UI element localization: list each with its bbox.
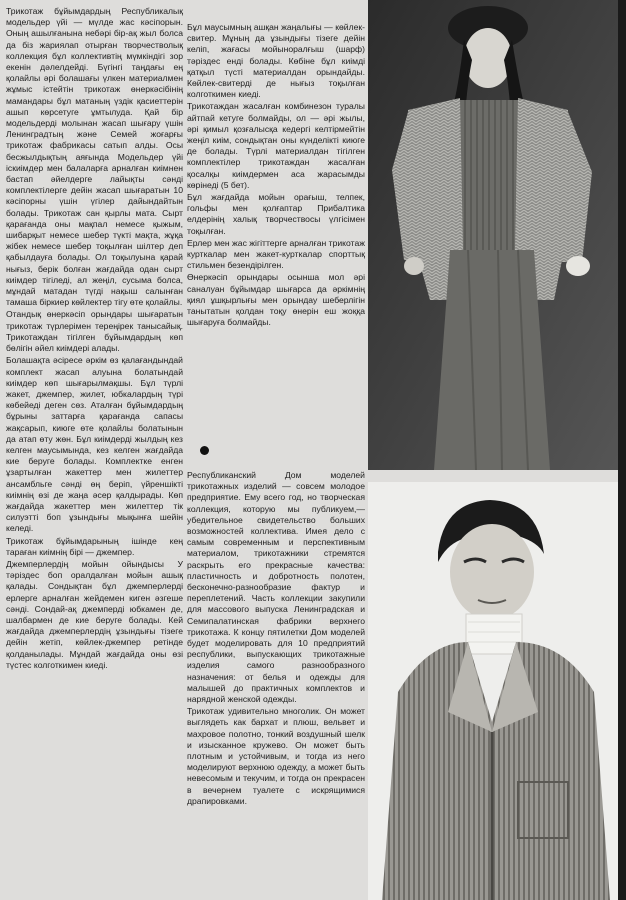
- page-edge-shadow: [618, 0, 626, 900]
- man-photo-illustration: [368, 482, 626, 900]
- paragraph: Трикотаждан жасалған комбинезон туралы айтпай кетуге болмайды, ол — әрі жылы, әрі қимыл қозғалысқа кедергі келтірмейтін жеңіл киім, сондықтан оны күнделікті киюге де болады. Түрлі материалдан тігілген комплектілер трикотаждан жасалған қосалқы киімдермен аса жарасымды көрінеді (5 бет).: [187, 101, 365, 190]
- photo-woman-knit-cardigan: [368, 0, 626, 470]
- photo-man-knit-jacket: [368, 482, 626, 900]
- paragraph: Бұл жағдайда мойын орағыш, телпек, гольфы мен қолғаптар Прибалтика елдерінің халық творчествосы үлгісімен тоқылған.: [187, 192, 365, 236]
- paragraph: Отандық өнеркәсіп орындары шығаратын трикотаж түрлерімен тереңірек танысайық. Трикотаждан тігілген бұйымдардың көп бөлігін әйел киімдері алады.: [6, 309, 183, 354]
- paragraph: Өнеркәсіп орындары осынша мол әрі саналуан бұйымдар шығарса да әркімнің қиял ұшқырлығы мен орындау шеберлігін танытатын қолдан тоқу өнерін еш жоққа шығаруға болмайды.: [187, 272, 365, 328]
- paragraph: Трикотаж бұйымдарының ішінде кең тараған киімнің бірі — джемпер.: [6, 535, 183, 557]
- paragraph: Бұл маусымның ашқан жаңалығы — көйлек-свитер. Мұның да ұзындығы тізеге дейін келіп, жағасы мойыноралғыш (шарф) тәріздес енді болады. Көбіне бұл киімді қатқыл түсті материалдан орындайды. Көйлек-свитерді де нығыз тоқылған колготкимен киеді.: [187, 22, 365, 100]
- paragraph: Болашақта әсіресе әркім өз қалағандындай комплект жасап алуына болатындай киімдер көп шығарылмақшы. Бұл түрлі жакет, джемпер, жилет, юбкалардың түрі көбейеді деген сөз. Аталған бұйымдардың бұрыны заттарға қарағанда сапасы жақсарып, киюге өте қолайлы болатынын да атап өту жөн. Бұл киімдерді жылдың кез келген маусымында, кез келген жағдайда кие беруге болады. Комплектке енген ұзартылған жакеттер мен жилеттер ансамбльге сәнді өң беріп, үйреншікті киімнің өзі де жаңа әсер қалдырады. Көп жағдайда жакеттер мен жилеттер тік силуэтті боп ұзындығы мықынға шейін келеді.: [6, 355, 183, 534]
- column-kazakh-left: [6, 6, 183, 900]
- woman-photo-illustration: [368, 0, 626, 470]
- paragraph: Джемперлердің мойын ойындысы У тәріздес боп оралдалған мойын ашық қалады. Сондықтан бұл джемперлерді ерлерге арналған жейдемен киген әзгеше сәнді. Сондай-ақ джемперді юбкамен де, шалбармен де кие беруге болады. Кей жағдайда джемперлердің ұзындығы тізеге дейін жетіп, көйлек-джемпер ретінде қолданылады. Мұндай жағдайда оны өзі түстес колготкимен киеді.: [6, 558, 183, 670]
- column-kazakh-middle: [187, 22, 365, 440]
- paragraph: Трикотаж удивительно многолик. Он может выглядеть как бархат и плюш, вельвет и махровое полотно, тонкий воздушный шелк и изысканное кружево. Он может быть плотным и устойчивым, и тогда из него моделируют верхнюю одежду, а может быть невесомым и текучим, и тогда он прекрасен в вечернем туалете с искрящимися драпировками.: [187, 706, 365, 806]
- section-bullet-dot: [200, 446, 209, 455]
- paragraph: Республиканский Дом моделей трикотажных изделий — совсем молодое предприятие. Ему всего год, но творческая коллекция, которую мы публикуем,— убедительное свидетельство больших возможностей коллектива. Имея дело с самым современным и перспективным материалом, трикотажники стремятся раскрыть его прекрасные качества: пластичность и добротность полотен, бесконечно-разнообразие фактур и переплетений. Часть коллекции закупили для массового выпуска Ленинградская и Семипалатинская фабрики верхнего трикотажа. К концу пятилетки Дом моделей будет моделировать для 10 предприятий республики, выпускающих трикотажные изделия самого разнообразного назначения: от белья и одежды для малышей до практичных комплектов и нарядной женской одежды.: [187, 470, 365, 705]
- column-russian: [187, 470, 365, 900]
- paragraph: Трикотаж бұйымдардың Республикалық модельдер үйі — мүлде жас кәсіпорын. Оның ашылғанына небәрі бір-ақ жыл болса да біз жариялап отырған творчестволық коллекция бұл коллективтің мүмкіндігі зор екенін дәлелдейді. Бүгінгі таңдағы ең қолайлы әрі болашағы үлкен материалмен жұмыс істейтін трикотаж өнеркәсібінің мамандары бұл матаның үздік қасиеттерін ашып көрсетуге ұмтылуда. Қай бір модельдерді молынан жасап шығару үшін Ленинградтың және Семей жоғарғы трикотаж фабрикасы сатып алды. Осы бесжылдықтың аяғында Модельдер үйі іскиімдер мен балаларға арналған киімнен бастап әйелдерге лайықты сәнді комплектілерге дейін жасап шығаратын 10 кәсіпорны үшін үгілер дайындайтын болады. Трикотаж сан қырлы мата. Сырт қарағанда оны мақпал немесе қыжым, шибарқыт немесе шебер түкті мақта, жұқа жібек немесе шебер тоқылған шілтер деп қабылдауға болады. Ол тоқылуына қарай нығыз, берік болған жағдайда одан сырт киімдер тігіледі, ал жеңіл, сусыма болса, мұндай матадан түгді нақыш салынған тамаша біркиер көйлектер тігу өте қолайлы.: [6, 6, 183, 308]
- paragraph: Ерлер мен жас жігіттерге арналған трикотаж курткалар мен жакет-курткалар спорттық стильмен безендірілген.: [187, 237, 365, 271]
